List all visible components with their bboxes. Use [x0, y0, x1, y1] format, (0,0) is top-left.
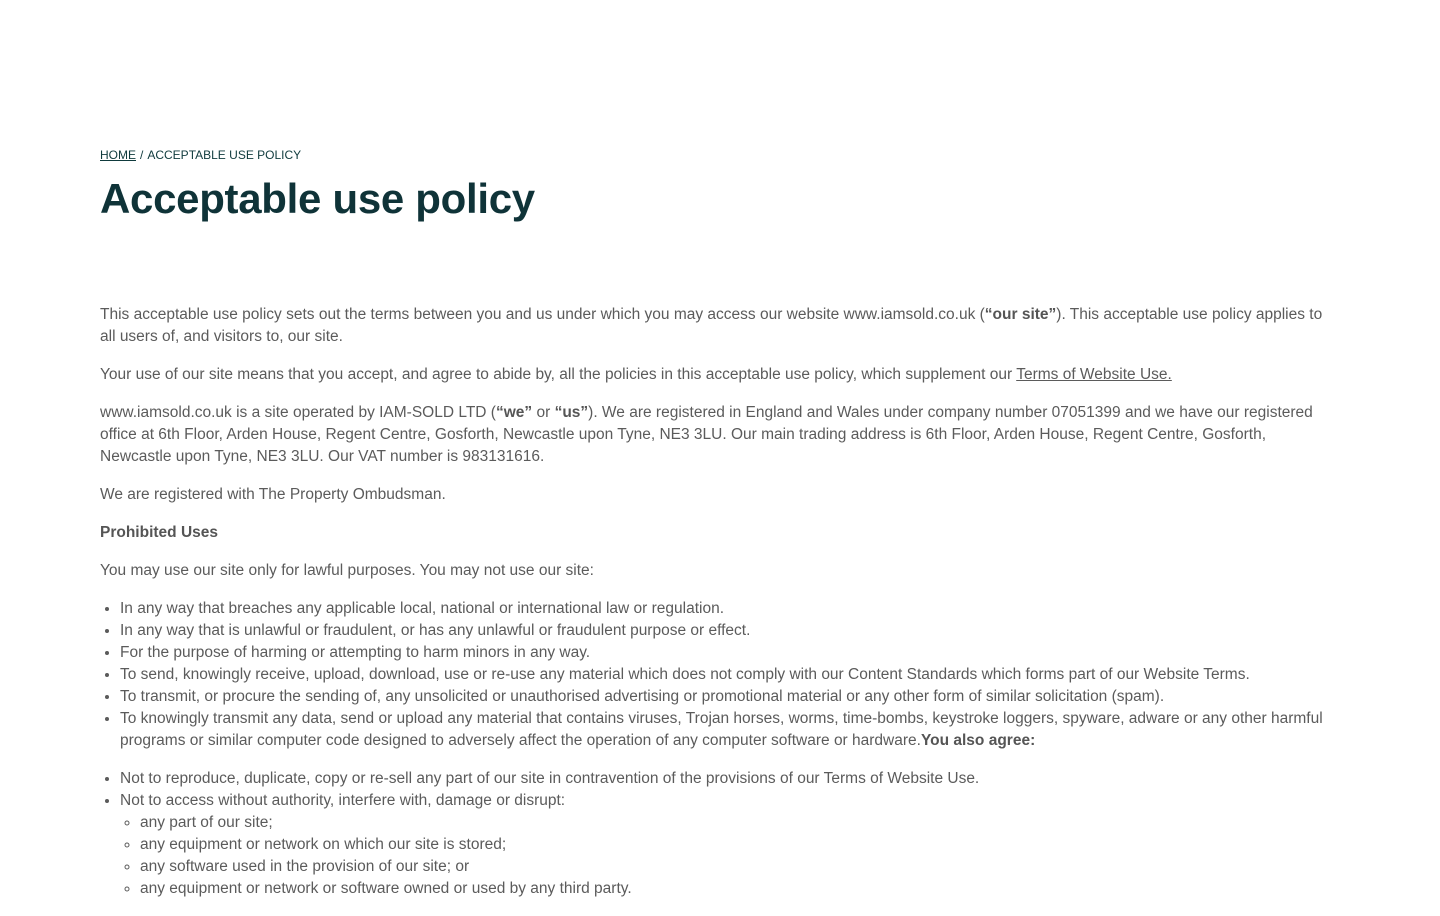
list-item-text: To knowingly transmit any data, send or upload any material that contains viruses, Trojan horses, worms, time-bombs, keystroke loggers, spyware, adware or any other harmful programs or similar computer code designed to adversely affect the operation of any computer software or hardware. — [120, 710, 1323, 749]
intro-paragraph-2 — [100, 364, 1340, 386]
list-item: • In any way that breaches any applicable local, national or international law or regulation. — [120, 598, 1340, 620]
agree-list — [100, 768, 1340, 900]
intro-p1-text-b: ). This acceptable use policy applies to all users of, and visitors to, our site. — [100, 306, 1323, 345]
intro-p1-text-a: This acceptable use policy sets out the terms between you and us under which you may access our website www.iamsold.co.uk ( — [100, 306, 985, 323]
breadcrumb-home-link[interactable]: HOME — [100, 148, 136, 162]
intro-p3-text-a: www.iamsold.co.uk is a site operated by IAM-SOLD LTD ( — [100, 404, 496, 421]
terms-of-website-use-link[interactable]: Terms of Website Use. — [1016, 366, 1172, 383]
list-item: • To send, knowingly receive, upload, download, use or re-use any material which does not comply with our Content Standards which forms part of our Website Terms. — [120, 664, 1340, 686]
breadcrumb-separator: / — [140, 148, 144, 162]
intro-p3-or: or — [532, 404, 555, 421]
intro-p3-text-b: ). We are registered in England and Wales under company number 07051399 and we have our registered office at 6th Floor, Arden House, Regent Centre, Gosforth, Newcastle upon Tyne, NE3 3LU. Our main trading address is 6th Floor, Arden House, Regent Centre, Gosforth, Newcastle upon Tyne, NE3 3LU. Our VAT number is 983131616. — [100, 404, 1313, 465]
list-item — [120, 790, 1340, 900]
intro-p1-our-site: “our site” — [984, 306, 1057, 323]
intro-paragraph-1 — [100, 304, 1340, 348]
breadcrumb — [100, 146, 1340, 164]
prohibited-uses-list — [100, 598, 1340, 752]
sublist-item: ◦ any software used in the provision of our site; or — [140, 856, 1340, 878]
main-content — [100, 146, 1340, 897]
intro-p2-text: Your use of our site means that you accept, and agree to abide by, all the policies in this acceptable use policy, which supplement our — [100, 366, 1017, 383]
intro-paragraph-3 — [100, 402, 1340, 468]
page-title: Acceptable use policy — [100, 175, 535, 222]
breadcrumb-current: ACCEPTABLE USE POLICY — [147, 148, 302, 162]
list-item: • To transmit, or procure the sending of, any unsolicited or unauthorised advertising or promotional material or any other form of similar solicitation (spam). — [120, 686, 1340, 708]
sublist-item: ◦ any equipment or network on which our site is stored; — [140, 834, 1340, 856]
policy-body — [100, 304, 1340, 916]
list-item: • For the purpose of harming or attempting to harm minors in any way. — [120, 642, 1340, 664]
sublist-item: ◦ any part of our site; — [140, 812, 1340, 834]
list-item-text: Not to access without authority, interfere with, damage or disrupt: — [120, 792, 566, 809]
you-also-agree-text: You also agree: — [920, 732, 1036, 749]
prohibited-uses-lead: You may use our site only for lawful purposes. You may not use our site: — [100, 562, 594, 579]
list-item — [120, 708, 1340, 752]
prohibited-uses-heading — [100, 522, 1340, 544]
prohibited-uses-heading-text: Prohibited Uses — [100, 524, 218, 541]
intro-paragraph-4: We are registered with The Property Ombudsman. — [100, 486, 446, 503]
list-item: • Not to reproduce, duplicate, copy or re-sell any part of our site in contravention of the provisions of our Terms of Website Use. — [120, 768, 1340, 790]
list-item: • In any way that is unlawful or fraudulent, or has any unlawful or fraudulent purpose or effect. — [120, 620, 1340, 642]
intro-p3-we: “we” — [495, 404, 533, 421]
disrupt-sublist — [120, 812, 1340, 900]
sublist-item: ◦ any equipment or network or software owned or used by any third party. — [140, 878, 1340, 900]
intro-p3-us: “us” — [554, 404, 589, 421]
